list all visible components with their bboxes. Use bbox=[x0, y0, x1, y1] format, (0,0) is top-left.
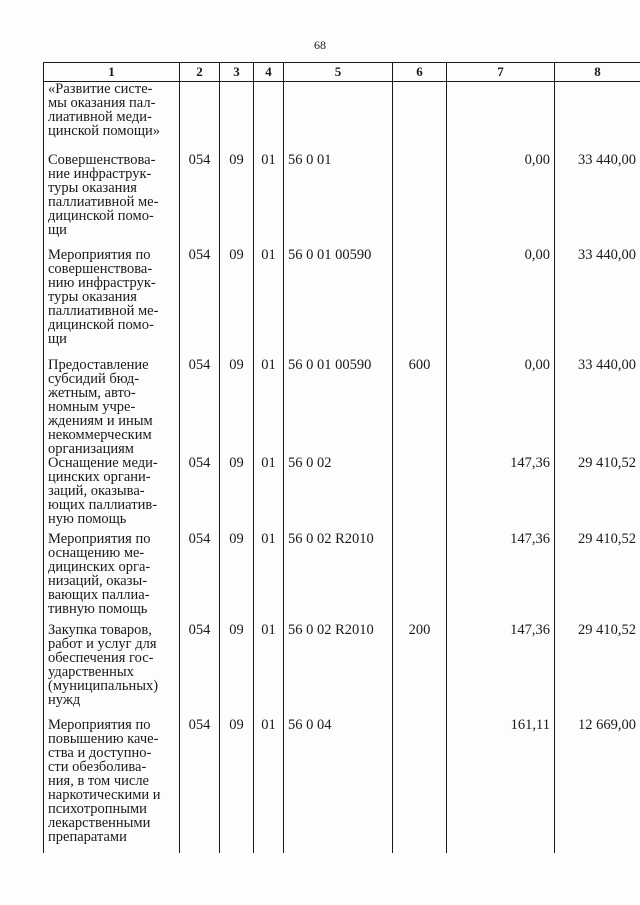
row-cell-c2: 054 bbox=[180, 532, 220, 623]
row-cell-c2: 054 bbox=[180, 718, 220, 853]
row-name-line: нию инфраструк- bbox=[48, 274, 156, 291]
row-cell-c4: 01 bbox=[254, 532, 284, 623]
row-name-line: вающих паллиа- bbox=[48, 586, 150, 603]
row-name-line: щи bbox=[48, 330, 67, 347]
row-cell-c7: 0,00 bbox=[447, 153, 555, 248]
row-cell-c3: 09 bbox=[220, 456, 254, 532]
row-name-line: лиативной меди- bbox=[48, 109, 152, 125]
table-row bbox=[44, 532, 640, 623]
row-name-line: Оснащение меди- bbox=[48, 454, 158, 471]
row-cell-c5: 56 0 04 bbox=[284, 718, 393, 853]
row-cell-c6 bbox=[393, 248, 447, 358]
row-cell-c2 bbox=[180, 82, 220, 153]
row-name-line: Мероприятия по bbox=[48, 246, 151, 263]
header-col-7: 7 bbox=[447, 63, 555, 82]
table-row bbox=[44, 718, 640, 853]
header-col-6: 6 bbox=[393, 63, 447, 82]
row-cell-c8: 29 410,52 bbox=[555, 623, 640, 718]
table-row bbox=[44, 248, 640, 358]
row-name-line: «Развитие систе- bbox=[48, 81, 153, 97]
row-cell-c8: 33 440,00 bbox=[555, 248, 640, 358]
header-col-1: 1 bbox=[44, 63, 180, 82]
row-cell-c2: 054 bbox=[180, 456, 220, 532]
row-name-line: Совершенствова- bbox=[48, 151, 156, 168]
table-row bbox=[44, 456, 640, 532]
row-name-line: некоммерческим bbox=[48, 426, 152, 443]
budget-table-frame bbox=[43, 62, 640, 848]
row-name-line: лекарственными bbox=[48, 814, 151, 831]
row-name-line: ждениям и иным bbox=[48, 412, 153, 429]
row-name-line: обеспечения гос- bbox=[48, 649, 154, 666]
row-cell-c3: 09 bbox=[220, 532, 254, 623]
row-cell-c3: 09 bbox=[220, 358, 254, 456]
row-name-line: нужд bbox=[48, 691, 81, 708]
row-cell-c3: 09 bbox=[220, 718, 254, 853]
row-name-cell bbox=[44, 153, 180, 248]
row-cell-c5: 56 0 02 bbox=[284, 456, 393, 532]
row-cell-c7: 0,00 bbox=[447, 248, 555, 358]
row-cell-c5: 56 0 01 bbox=[284, 153, 393, 248]
row-name-line: ющих паллиатив- bbox=[48, 496, 158, 513]
row-cell-c8: 33 440,00 bbox=[555, 358, 640, 456]
row-cell-c8 bbox=[555, 82, 640, 153]
row-cell-c6: 600 bbox=[393, 358, 447, 456]
row-name-line: организациям bbox=[48, 440, 134, 457]
budget-table bbox=[43, 62, 640, 853]
row-cell-c7 bbox=[447, 82, 555, 153]
header-row bbox=[44, 63, 640, 82]
row-name-line: заций, оказыва- bbox=[48, 482, 145, 499]
row-cell-c4: 01 bbox=[254, 248, 284, 358]
row-name-line: психотропными bbox=[48, 800, 147, 817]
row-name-line: низаций, оказы- bbox=[48, 572, 148, 589]
header-col-4: 4 bbox=[254, 63, 284, 82]
row-cell-c8: 12 669,00 bbox=[555, 718, 640, 853]
row-cell-c3: 09 bbox=[220, 153, 254, 248]
row-name-line: субсидий бюд- bbox=[48, 370, 140, 387]
row-name-line: работ и услуг для bbox=[48, 635, 157, 652]
row-name-line: Закупка товаров, bbox=[48, 621, 152, 638]
table-row bbox=[44, 153, 640, 248]
row-cell-c3 bbox=[220, 82, 254, 153]
row-cell-c4: 01 bbox=[254, 456, 284, 532]
row-cell-c6 bbox=[393, 456, 447, 532]
row-cell-c6 bbox=[393, 718, 447, 853]
row-name-line: совершенствова- bbox=[48, 260, 153, 277]
row-name-line: ства и доступно- bbox=[48, 744, 152, 761]
row-cell-c6 bbox=[393, 153, 447, 248]
row-name-line: повышению каче- bbox=[48, 730, 159, 747]
row-cell-c4: 01 bbox=[254, 718, 284, 853]
row-name-cell bbox=[44, 456, 180, 532]
row-cell-c5: 56 0 01 00590 bbox=[284, 248, 393, 358]
row-name-line: дицинской помо- bbox=[48, 316, 154, 333]
row-cell-c3: 09 bbox=[220, 623, 254, 718]
row-cell-c5: 56 0 02 R2010 bbox=[284, 623, 393, 718]
row-name-line: ния, в том числе bbox=[48, 772, 149, 789]
row-name-line: дицинской помо- bbox=[48, 207, 154, 224]
row-name-line: паллиативной ме- bbox=[48, 302, 159, 319]
row-name-line: туры оказания bbox=[48, 179, 137, 196]
row-name-line: цинской помощи» bbox=[48, 123, 160, 139]
row-name-line: щи bbox=[48, 221, 67, 238]
row-name-line: дицинских орга- bbox=[48, 558, 151, 575]
row-name-line: Предоставление bbox=[48, 356, 149, 373]
row-cell-c6: 200 bbox=[393, 623, 447, 718]
row-cell-c7: 0,00 bbox=[447, 358, 555, 456]
row-cell-c6 bbox=[393, 82, 447, 153]
row-name-line: паллиативной ме- bbox=[48, 193, 159, 210]
row-cell-c4: 01 bbox=[254, 153, 284, 248]
row-name-cell bbox=[44, 532, 180, 623]
row-name-line: Мероприятия по bbox=[48, 716, 151, 733]
table-row bbox=[44, 82, 640, 153]
row-name-line: препаратами bbox=[48, 828, 127, 845]
row-cell-c4: 01 bbox=[254, 358, 284, 456]
row-cell-c7: 147,36 bbox=[447, 623, 555, 718]
row-name-cell bbox=[44, 358, 180, 456]
page-number: 68 bbox=[314, 38, 326, 52]
row-name-line: Мероприятия по bbox=[48, 530, 151, 547]
row-name-line: (муниципальных) bbox=[48, 677, 159, 694]
row-cell-c2: 054 bbox=[180, 358, 220, 456]
row-cell-c7: 161,11 bbox=[447, 718, 555, 853]
row-name-line: жетным, авто- bbox=[48, 384, 136, 401]
row-name-cell bbox=[44, 623, 180, 718]
row-cell-c7: 147,36 bbox=[447, 532, 555, 623]
table-row bbox=[44, 358, 640, 456]
row-name-line: номным учре- bbox=[48, 398, 136, 415]
row-cell-c8: 29 410,52 bbox=[555, 532, 640, 623]
row-name-line: ударственных bbox=[48, 663, 134, 680]
row-cell-c8: 33 440,00 bbox=[555, 153, 640, 248]
row-cell-c2: 054 bbox=[180, 248, 220, 358]
row-name-line: оснащению ме- bbox=[48, 544, 145, 561]
row-name-line: ную помощь bbox=[48, 510, 127, 527]
header-col-5: 5 bbox=[284, 63, 393, 82]
row-name-cell bbox=[44, 248, 180, 358]
row-name-line: наркотическими и bbox=[48, 786, 161, 803]
row-cell-c7: 147,36 bbox=[447, 456, 555, 532]
row-cell-c5 bbox=[284, 82, 393, 153]
row-cell-c5: 56 0 02 R2010 bbox=[284, 532, 393, 623]
row-name-line: туры оказания bbox=[48, 288, 137, 305]
row-name-cell bbox=[44, 718, 180, 853]
header-col-3: 3 bbox=[220, 63, 254, 82]
row-cell-c2: 054 bbox=[180, 153, 220, 248]
row-cell-c8: 29 410,52 bbox=[555, 456, 640, 532]
row-cell-c5: 56 0 01 00590 bbox=[284, 358, 393, 456]
row-cell-c3: 09 bbox=[220, 248, 254, 358]
header-col-2: 2 bbox=[180, 63, 220, 82]
row-name-cell bbox=[44, 82, 180, 153]
row-name-line: тивную помощь bbox=[48, 600, 148, 617]
row-name-line: цинских органи- bbox=[48, 468, 151, 485]
row-cell-c2: 054 bbox=[180, 623, 220, 718]
row-name-line: мы оказания пал- bbox=[48, 95, 156, 111]
row-cell-c6 bbox=[393, 532, 447, 623]
row-cell-c4 bbox=[254, 82, 284, 153]
header-col-8: 8 bbox=[555, 63, 640, 82]
row-name-line: ние инфраструк- bbox=[48, 165, 152, 182]
row-cell-c4: 01 bbox=[254, 623, 284, 718]
row-name-line: сти обезболива- bbox=[48, 758, 147, 775]
table-row bbox=[44, 623, 640, 718]
